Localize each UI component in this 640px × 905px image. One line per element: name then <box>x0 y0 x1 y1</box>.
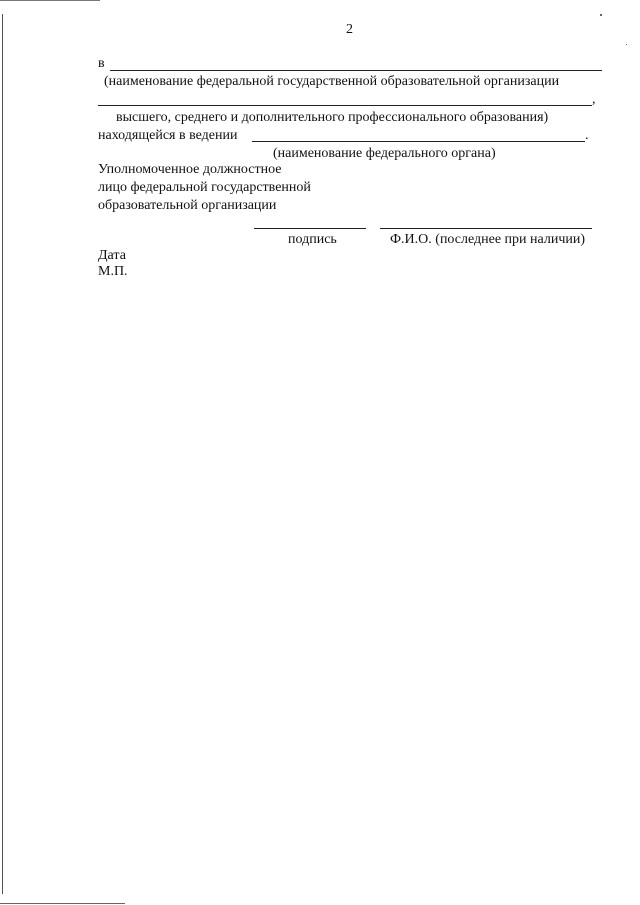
fio-caption: Ф.И.О. (последнее при наличии) <box>390 232 586 247</box>
scan-edge-left <box>2 14 3 894</box>
org-name-line <box>110 70 602 71</box>
scan-edge-top <box>0 0 100 1</box>
scan-speck <box>600 14 602 16</box>
official-line-3: образовательной организации <box>98 198 277 213</box>
org-name-line-2 <box>98 105 592 106</box>
official-line-1: Уполномоченное должностное <box>98 162 282 177</box>
prefix-v: в <box>98 56 105 71</box>
scan-edge-bottom <box>0 903 125 904</box>
scan-speck <box>626 44 627 45</box>
official-line-2: лицо федеральной государственной <box>98 180 311 195</box>
located-label: находящейся в ведении <box>98 128 238 143</box>
period: . <box>585 128 589 143</box>
caption-federal-body: (наименование федерального органа) <box>273 146 496 161</box>
signature-caption: подпись <box>288 232 337 247</box>
signature-line <box>254 228 366 229</box>
date-label: Дата <box>98 248 126 263</box>
stamp-label: М.П. <box>98 264 128 279</box>
caption-education: высшего, среднего и дополнительного профессионального образования) <box>116 110 549 125</box>
page-number: 2 <box>346 22 353 37</box>
fio-line <box>380 228 592 229</box>
federal-body-line <box>252 141 585 142</box>
comma: , <box>592 92 596 107</box>
caption-org-name: (наименование федеральной государственной образовательной организации <box>104 74 560 89</box>
